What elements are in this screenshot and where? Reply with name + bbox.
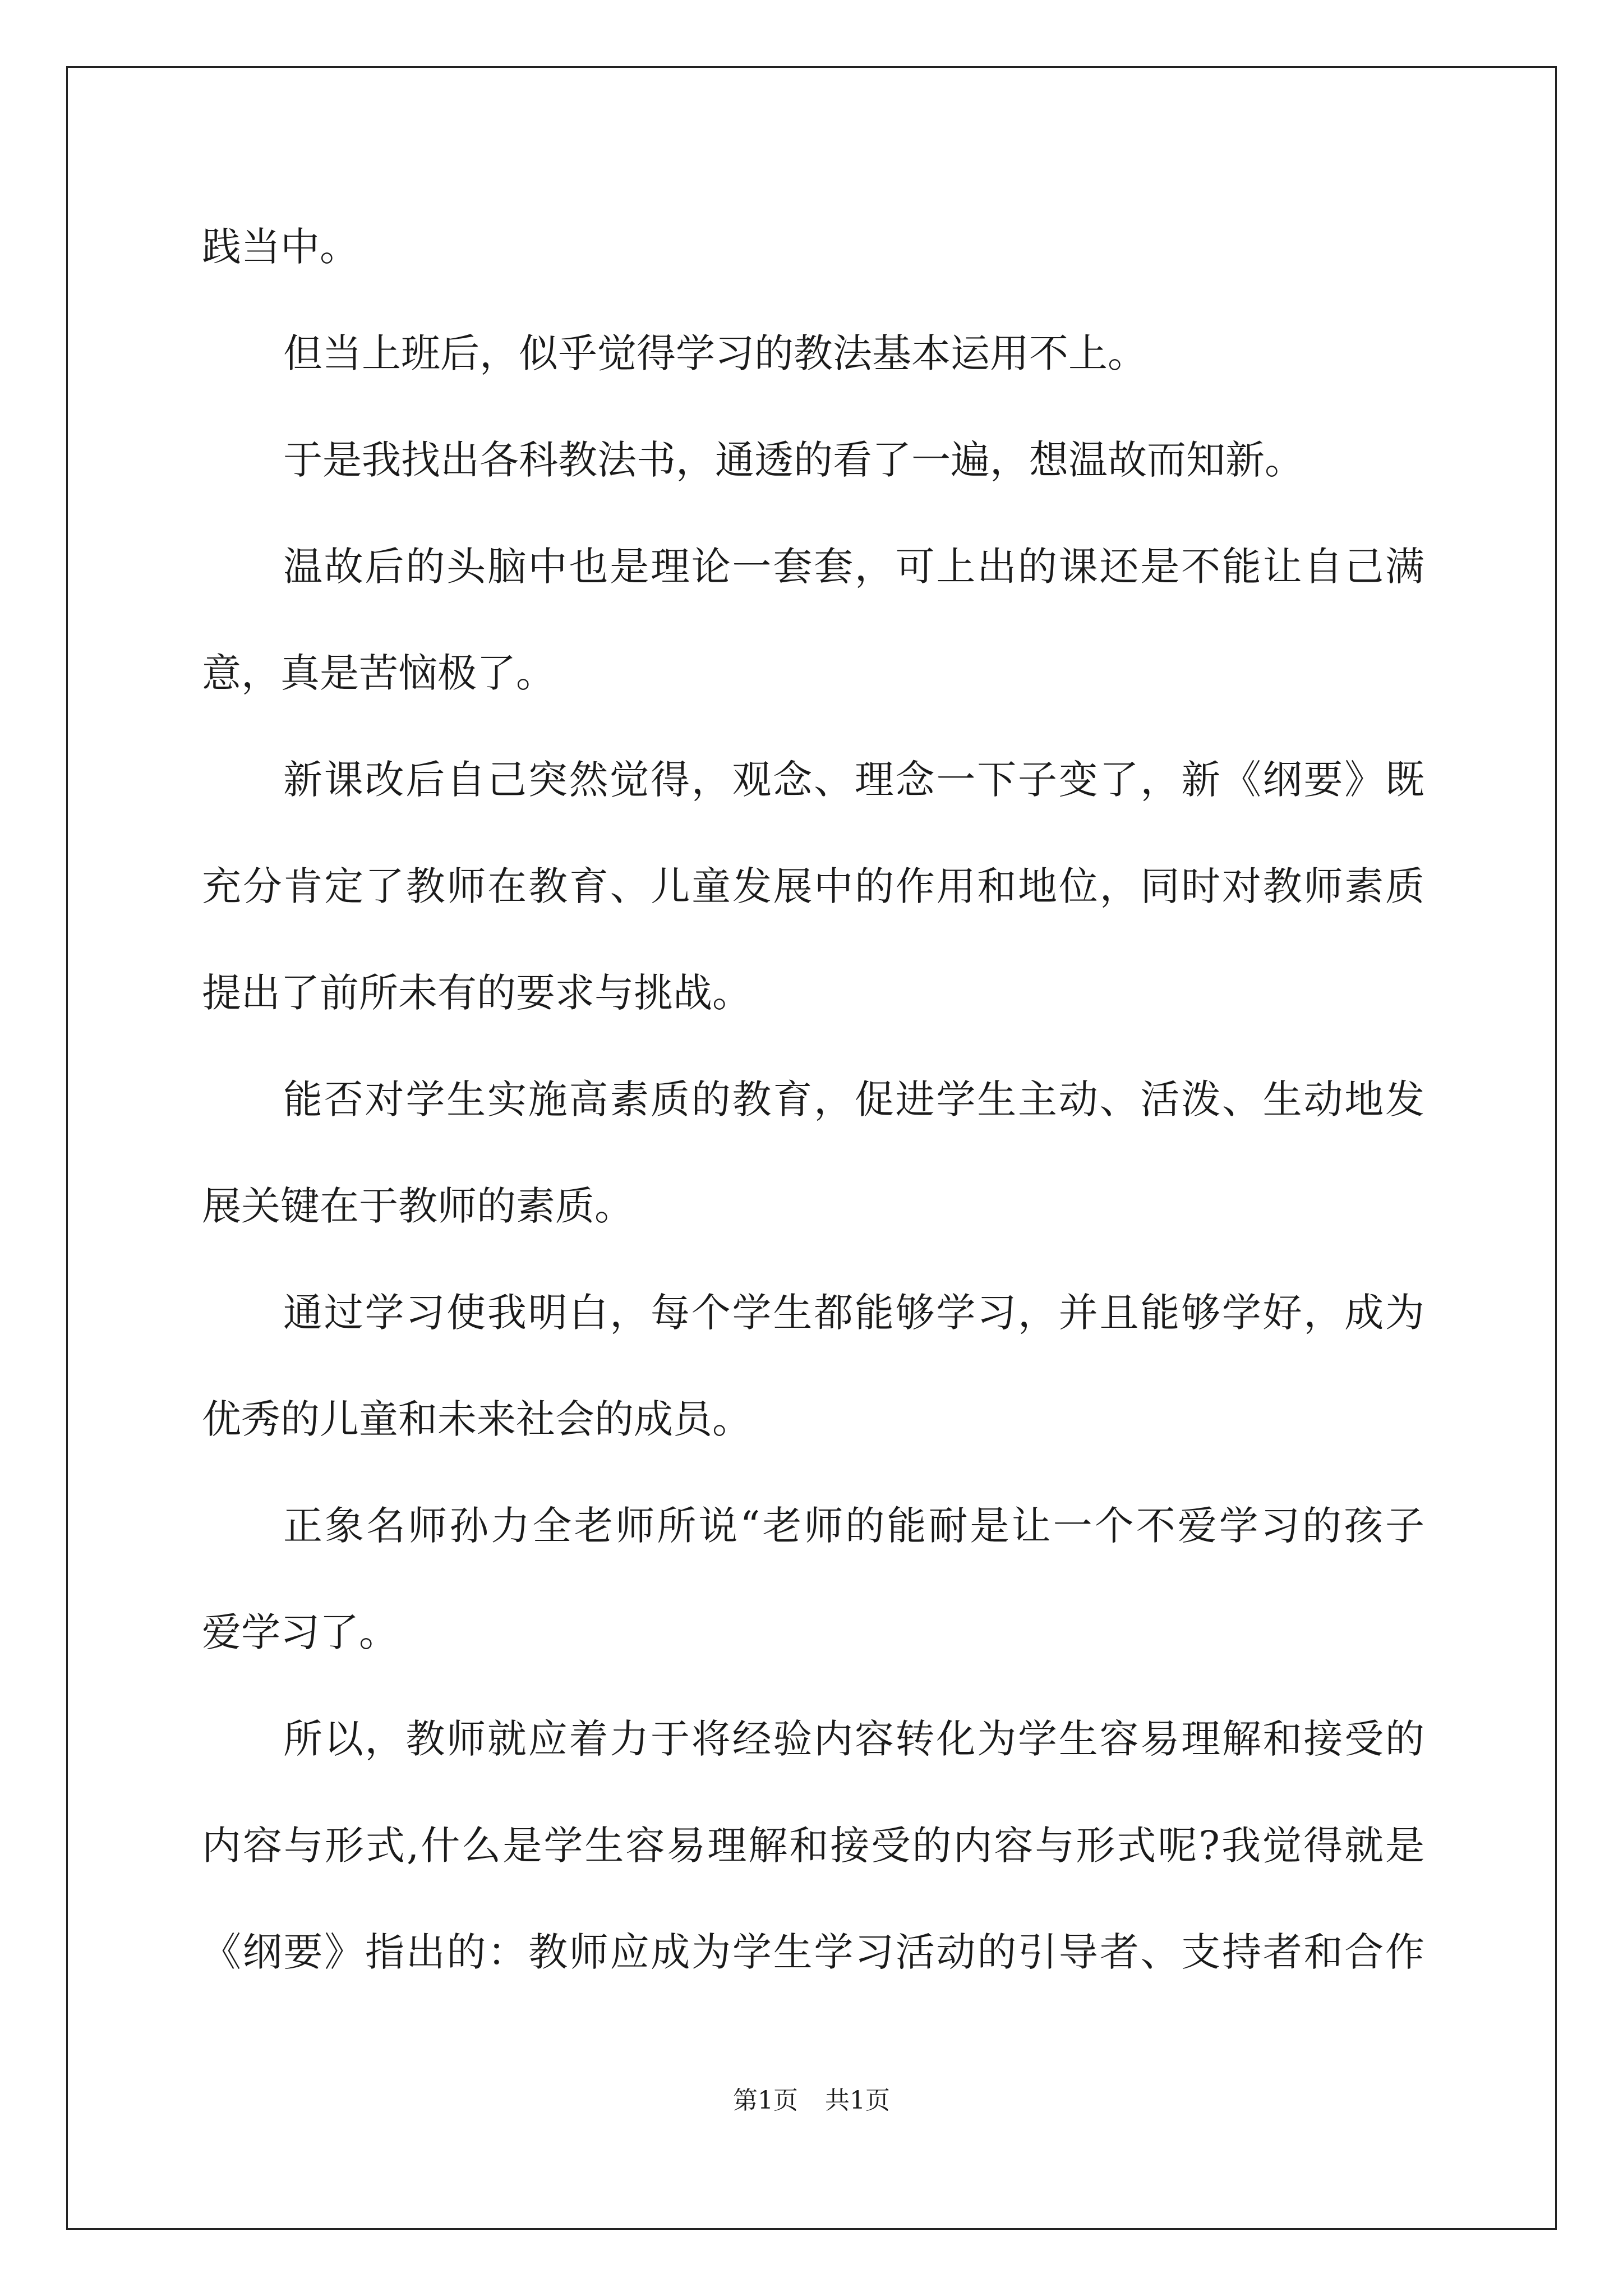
paragraph-line: 温故后的头脑中也是理论一套套，可上出的课还是不能让自己满 [283, 544, 1424, 590]
page-number-current: 第1页 [733, 2086, 798, 2115]
paragraph-line: 正象名师孙力全老师所说“老师的能耐是让一个不爱学习的孩子 [283, 1503, 1424, 1549]
text-line: 提出了前所未有的要求与挑战。 [202, 970, 751, 1016]
paragraph-line: 所以，教师就应着力于将经验内容转化为学生容易理解和接受的 [283, 1716, 1424, 1762]
page-border [66, 66, 1557, 2230]
page-number-total: 共1页 [825, 2086, 890, 2115]
paragraph-line: 能否对学生实施高素质的教育，促进学生主动、活泼、生动地发 [283, 1076, 1424, 1122]
paragraph-line: 通过学习使我明白，每个学生都能够学习，并且能够学好，成为 [283, 1290, 1424, 1336]
text-line: 意，真是苦恼极了。 [202, 650, 555, 696]
paragraph-line: 但当上班后，似乎觉得学习的教法基本运用不上。 [283, 330, 1147, 376]
text-line: 展关键在于教师的素质。 [202, 1183, 634, 1229]
paragraph-line: 新课改后自己突然觉得，观念、理念一下子变了，新《纲要》既 [283, 757, 1424, 803]
text-line: 优秀的儿童和未来社会的成员。 [202, 1396, 751, 1442]
text-line: 充分肯定了教师在教育、儿童发展中的作用和地位，同时对教师素质 [202, 863, 1424, 909]
page-footer [0, 2084, 1623, 2118]
text-line: 《纲要》指出的：教师应成为学生学习活动的引导者、支持者和合作 [202, 1929, 1424, 1975]
paragraph-line: 于是我找出各科教法书，通透的看了一遍，想温故而知新。 [283, 437, 1304, 483]
text-line: 践当中。 [202, 224, 359, 270]
text-line: 内容与形式,什么是学生容易理解和接受的内容与形式呢?我觉得就是 [202, 1823, 1424, 1869]
text-line: 爱学习了。 [202, 1609, 398, 1655]
